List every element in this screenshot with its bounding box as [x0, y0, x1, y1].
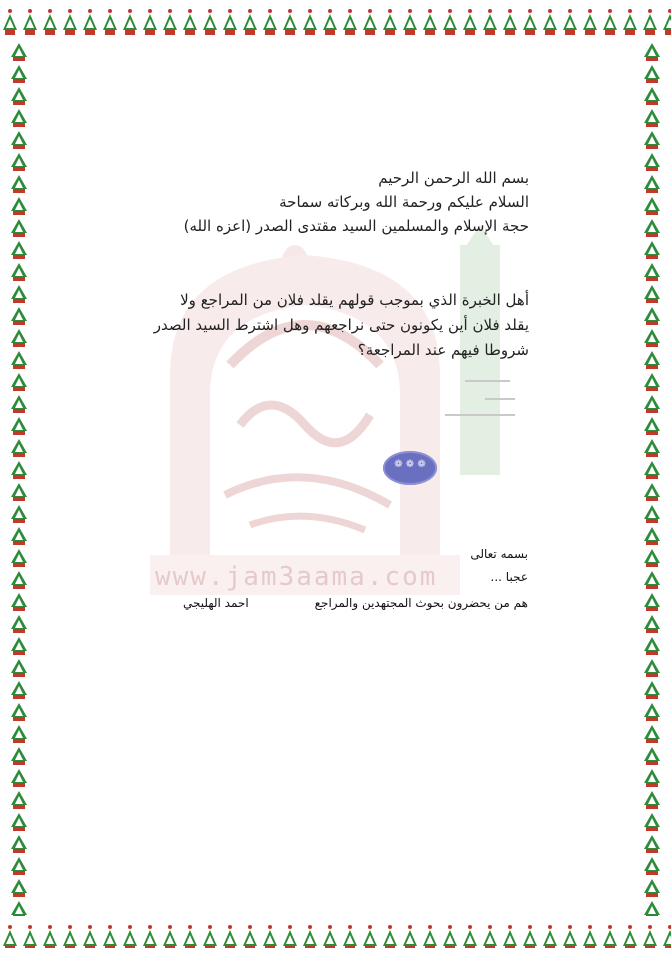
- basmala-line: بسم الله الرحمن الرحيم: [378, 169, 529, 187]
- watermark-website-text: www.jam3aama.com: [155, 562, 438, 592]
- greeting-line: السلام عليكم ورحمة الله وبركاته سماحة: [279, 193, 529, 211]
- right-border-pattern: [633, 40, 671, 916]
- bottom-border-pattern: [0, 916, 671, 956]
- answer-heading: بسمه تعالى: [470, 547, 528, 561]
- answer-text: هم من يحضرون بحوث المجتهدين والمراجع: [314, 596, 528, 610]
- letter-header: [184, 166, 529, 238]
- question-paragraph: [154, 288, 529, 363]
- official-seal-stamp: [383, 451, 437, 485]
- signature-name: احمد الهليجي: [183, 596, 249, 610]
- addressee-line: حجة الإسلام والمسلمين السيد مقتدى الصدر (اعزه الله): [183, 217, 529, 235]
- faint-handwritten-notes: [425, 372, 525, 422]
- question-line-3: شروطا فيهم عند المراجعة؟: [357, 341, 529, 359]
- question-line-1: أهل الخبرة الذي بموجب قولهم يقلد فلان من المراجع ولا: [180, 291, 529, 309]
- answer-reply: عجبا ...: [490, 570, 528, 584]
- top-border-pattern: [0, 0, 671, 40]
- left-border-pattern: [0, 40, 38, 916]
- seal-calligraphy: ❁ ❁ ❁: [394, 459, 426, 470]
- question-line-2: يقلد فلان أين يكونون حتى نراجعهم وهل اشترط السيد الصدر: [153, 316, 529, 334]
